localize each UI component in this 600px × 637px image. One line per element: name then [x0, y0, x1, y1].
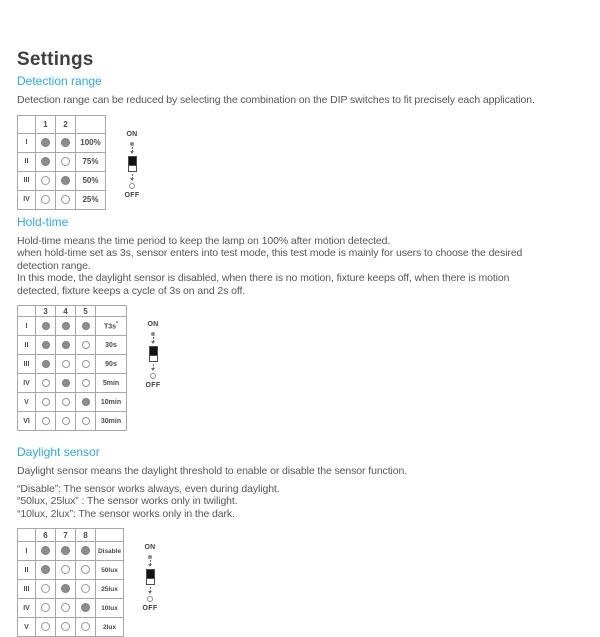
dip-switch-illustration	[120, 131, 144, 200]
row-label: I	[18, 317, 36, 336]
dip-off-cell	[56, 152, 76, 171]
dip-off-cell	[76, 355, 96, 374]
dip-off-cell	[36, 412, 56, 431]
text-line: Detection range can be reduced by selecting the combination on the DIP switches to fit precisely each application.	[17, 94, 535, 106]
row-value: 100%	[76, 133, 106, 152]
dip-on-cell	[56, 133, 76, 152]
dip-combination-row	[18, 618, 124, 637]
dip-on-label: ON	[144, 544, 156, 551]
row-label: V	[18, 393, 36, 412]
dip-off-position-dot-icon	[147, 596, 153, 602]
dip-off-dot-icon	[61, 603, 70, 612]
row-value: 25lux	[96, 580, 124, 599]
detection-range-table-block	[17, 115, 590, 210]
text-line: Hold-time means the time period to keep the lamp on 100% after motion detected.	[17, 234, 391, 247]
dip-off-dot-icon	[41, 195, 50, 204]
dip-off-label: OFF	[145, 382, 161, 389]
section-detection-range	[17, 74, 590, 210]
dip-on-dot-icon	[61, 138, 70, 147]
dip-off-cell	[56, 561, 76, 580]
heading-daylight-sensor: Daylight sensor	[17, 445, 100, 459]
dip-number-header: 4	[56, 306, 76, 317]
row-value: 30s	[96, 336, 127, 355]
dip-off-dot-icon	[61, 565, 70, 574]
row-label: II	[18, 152, 36, 171]
arrow-down-icon	[153, 337, 154, 343]
dip-off-dot-icon	[61, 195, 70, 204]
dip-number-header: 7	[56, 529, 76, 542]
corner-cell	[18, 306, 36, 317]
dip-on-cell	[36, 355, 56, 374]
dip-off-dot-icon	[62, 360, 70, 368]
text-line: “10lux, 2lux”: The sensor works only in the dark.	[17, 507, 235, 520]
dip-on-label: ON	[147, 321, 159, 328]
dip-on-cell	[56, 374, 76, 393]
daylight-sensor-table-block	[17, 528, 590, 637]
dip-off-cell	[56, 393, 76, 412]
dip-on-cell	[36, 561, 56, 580]
row-value: 30min	[96, 412, 127, 431]
dip-off-dot-icon	[62, 417, 70, 425]
dip-on-dot-icon	[61, 546, 70, 555]
row-label: IV	[18, 190, 36, 209]
text-line: “50lux, 25lux” : The sensor works only in twilight.	[17, 495, 238, 507]
row-label: III	[18, 171, 36, 190]
detection-range-text	[17, 94, 590, 107]
dip-on-cell	[76, 599, 96, 618]
dip-switch-table	[17, 305, 127, 431]
table-header-row	[18, 529, 124, 542]
dip-off-dot-icon	[41, 622, 50, 631]
dip-off-cell	[36, 190, 56, 209]
dip-combination-row	[18, 336, 127, 355]
dip-off-cell	[76, 374, 96, 393]
row-label: II	[18, 336, 36, 355]
dip-combination-row	[18, 542, 124, 561]
row-value: Disable	[96, 542, 124, 561]
dip-on-cell	[36, 317, 56, 336]
dip-combination-row	[18, 374, 127, 393]
dip-on-dot-icon	[62, 322, 70, 330]
dip-off-cell	[56, 618, 76, 637]
dip-off-dot-icon	[81, 622, 90, 631]
row-value: 10min	[96, 393, 127, 412]
table-header-row	[18, 115, 106, 133]
dip-off-cell	[36, 580, 56, 599]
footnote-asterisk: *	[116, 321, 118, 328]
dip-number-header: 3	[36, 306, 56, 317]
hold-time-text	[17, 235, 590, 298]
row-label: IV	[18, 374, 36, 393]
arrow-down-icon	[132, 147, 133, 153]
dip-off-cell	[56, 355, 76, 374]
hold-time-table-slot	[17, 305, 127, 431]
row-value: 25%	[76, 190, 106, 209]
text-line: detected, fixture keeps a cycle of 3s on and 2s off.	[17, 284, 246, 297]
heading-hold-time: Hold-time	[17, 214, 69, 229]
arrow-down-icon	[132, 174, 133, 180]
dip-combination-row	[18, 133, 106, 152]
dip-off-position-dot-icon	[129, 183, 135, 189]
dip-on-dot-icon	[42, 341, 50, 349]
value-header-cell	[96, 529, 124, 542]
section-hold-time	[17, 215, 590, 432]
arrow-down-icon	[150, 587, 151, 593]
dip-off-cell	[36, 393, 56, 412]
arrow-down-icon	[153, 364, 154, 370]
dip-off-label: OFF	[142, 605, 158, 612]
text-line: detection range.	[17, 259, 91, 272]
dip-combination-row	[18, 561, 124, 580]
dip-off-dot-icon	[41, 176, 50, 185]
dip-off-dot-icon	[41, 603, 50, 612]
dip-combination-row	[18, 355, 127, 374]
dip-off-dot-icon	[41, 584, 50, 593]
dip-on-cell	[76, 542, 96, 561]
dip-on-dot-icon	[61, 176, 70, 185]
dip-number-header: 6	[36, 529, 56, 542]
dip-number-header: 1	[36, 115, 56, 133]
dip-number-header: 8	[76, 529, 96, 542]
dip-switch-toggle-icon	[149, 346, 158, 362]
dip-on-dot-icon	[41, 546, 50, 555]
dip-combination-row	[18, 171, 106, 190]
dip-off-dot-icon	[61, 157, 70, 166]
dip-on-cell	[76, 393, 96, 412]
dip-on-dot-icon	[81, 603, 90, 612]
text-line: “Disable”: The sensor works always, even during daylight.	[17, 482, 280, 495]
dip-switch-illustration	[138, 544, 162, 613]
dip-on-dot-icon	[41, 565, 50, 574]
dip-off-label: OFF	[124, 191, 140, 199]
dip-off-dot-icon	[82, 360, 90, 368]
dip-combination-row	[18, 580, 124, 599]
paragraph	[17, 465, 590, 478]
dip-off-dot-icon	[82, 379, 90, 387]
dip-off-cell	[36, 374, 56, 393]
dip-switch-table	[17, 115, 106, 210]
row-label: I	[18, 542, 36, 561]
dip-on-dot-icon	[41, 138, 50, 147]
corner-cell	[18, 529, 36, 542]
dip-off-dot-icon	[62, 398, 70, 406]
row-label: III	[18, 355, 36, 374]
dip-off-dot-icon	[42, 379, 50, 387]
dip-off-dot-icon	[61, 622, 70, 631]
text-line: In this mode, the daylight sensor is disabled, when there is no motion, fixture keeps off, when there is motion	[17, 272, 510, 284]
dip-off-cell	[36, 599, 56, 618]
dip-off-dot-icon	[82, 341, 90, 349]
detection-range-table-slot	[17, 115, 106, 210]
row-value: T3s*	[96, 317, 127, 336]
dip-off-dot-icon	[81, 584, 90, 593]
dip-on-cell	[36, 133, 56, 152]
dip-on-dot-icon	[62, 379, 70, 387]
dip-on-cell	[36, 152, 56, 171]
dip-off-cell	[56, 412, 76, 431]
dip-off-cell	[76, 580, 96, 599]
dip-on-cell	[56, 171, 76, 190]
hold-time-table-block	[17, 305, 590, 431]
dip-off-dot-icon	[82, 417, 90, 425]
dip-on-dot-icon	[42, 360, 50, 368]
paragraph	[17, 483, 590, 521]
row-value: 90s	[96, 355, 127, 374]
dip-on-dot-icon	[62, 341, 70, 349]
dip-off-cell	[76, 336, 96, 355]
dip-off-cell	[36, 171, 56, 190]
row-value: 10lux	[96, 599, 124, 618]
dip-combination-row	[18, 599, 124, 618]
row-label: II	[18, 561, 36, 580]
dip-switch-toggle-icon	[146, 569, 155, 585]
dip-combination-row	[18, 152, 106, 171]
dip-combination-row	[18, 190, 106, 209]
value-header-cell	[96, 306, 127, 317]
dip-on-cell	[56, 580, 76, 599]
dip-combination-row	[18, 317, 127, 336]
dip-off-dot-icon	[42, 398, 50, 406]
row-value: 2lux	[96, 618, 124, 637]
dip-on-cell	[56, 336, 76, 355]
heading-detection-range: Detection range	[17, 74, 102, 88]
dip-switch-illustration	[141, 321, 165, 390]
daylight-sensor-text	[17, 465, 590, 520]
dip-on-cell	[36, 336, 56, 355]
dip-on-dot-icon	[41, 157, 50, 166]
dip-on-dot-icon	[42, 322, 50, 330]
row-value: 5min	[96, 374, 127, 393]
row-label: III	[18, 580, 36, 599]
section-daylight-sensor	[17, 445, 590, 637]
table-header-row	[18, 306, 127, 317]
dip-off-position-dot-icon	[150, 373, 156, 379]
dip-on-dot-icon	[82, 322, 90, 330]
row-label: VI	[18, 412, 36, 431]
dip-off-cell	[76, 412, 96, 431]
paragraph	[17, 94, 590, 107]
dip-on-cell	[76, 317, 96, 336]
dip-on-label: ON	[126, 130, 138, 138]
dip-number-header: 2	[56, 115, 76, 133]
arrow-down-icon	[150, 560, 151, 566]
value-header-cell	[76, 115, 106, 133]
row-value: 50%	[76, 171, 106, 190]
row-label: IV	[18, 599, 36, 618]
dip-off-cell	[76, 561, 96, 580]
dip-on-position-dot-icon	[151, 332, 155, 336]
dip-on-dot-icon	[82, 398, 90, 406]
dip-off-cell	[36, 618, 56, 637]
dip-off-dot-icon	[42, 417, 50, 425]
dip-off-cell	[56, 190, 76, 209]
dip-on-position-dot-icon	[130, 142, 134, 146]
dip-on-position-dot-icon	[148, 555, 152, 559]
dip-on-dot-icon	[61, 584, 70, 593]
dip-on-dot-icon	[81, 546, 90, 555]
dip-switch-table	[17, 528, 124, 637]
dip-switch-toggle-icon	[128, 156, 137, 172]
row-value: 50lux	[96, 561, 124, 580]
dip-off-dot-icon	[81, 565, 90, 574]
text-line: Daylight sensor means the daylight threshold to enable or disable the sensor function.	[17, 465, 408, 477]
dip-off-cell	[56, 599, 76, 618]
row-value: 75%	[76, 152, 106, 171]
row-label: I	[18, 133, 36, 152]
dip-on-cell	[56, 317, 76, 336]
dip-combination-row	[18, 393, 127, 412]
row-label: V	[18, 618, 36, 637]
dip-combination-row	[18, 412, 127, 431]
corner-cell	[18, 115, 36, 133]
daylight-sensor-table-slot	[17, 528, 124, 637]
dip-on-cell	[36, 542, 56, 561]
paragraph	[17, 235, 590, 298]
text-line: when hold-time set as 3s, sensor enters into test mode, this test mode is mainly for users to choose the desired	[17, 247, 523, 259]
dip-on-cell	[56, 542, 76, 561]
dip-off-cell	[76, 618, 96, 637]
page-title: Settings	[17, 49, 94, 70]
dip-number-header: 5	[76, 306, 96, 317]
